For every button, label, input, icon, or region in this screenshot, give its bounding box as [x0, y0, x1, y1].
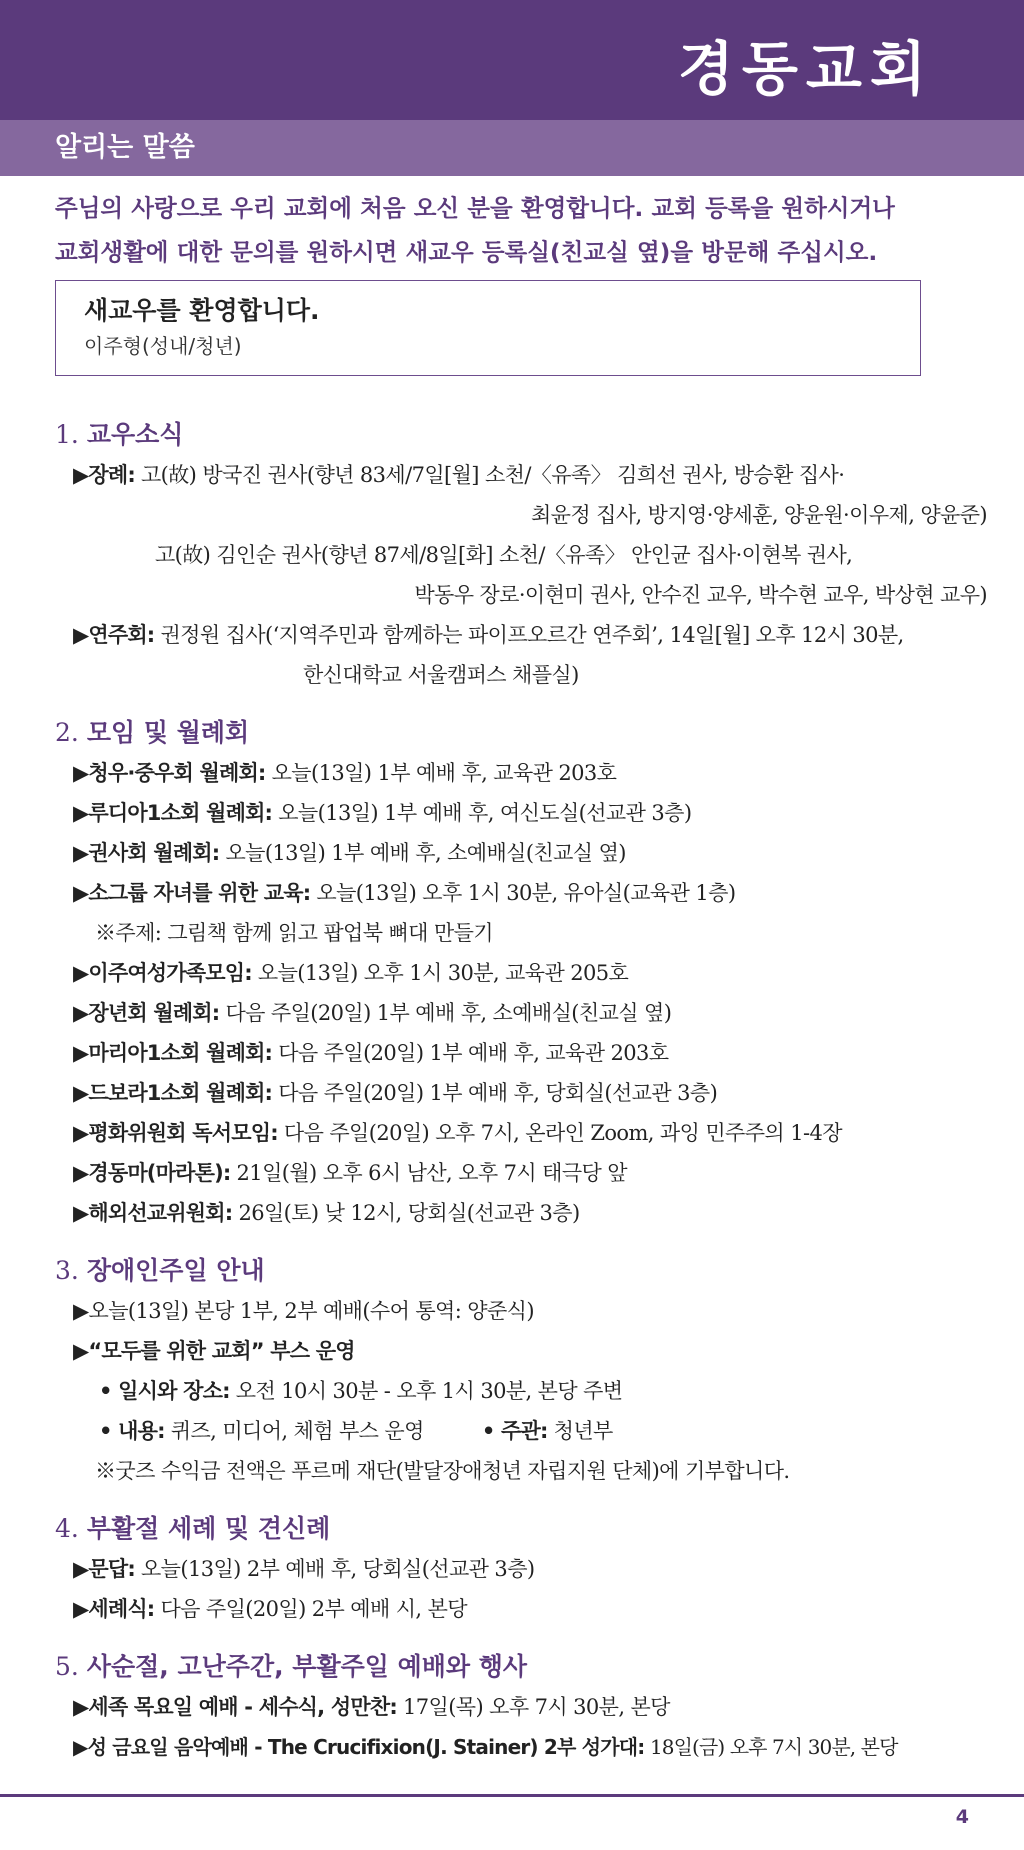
section-heading-text: 부활절 세례 및 견신례 — [86, 1514, 331, 1543]
list-item — [55, 1589, 995, 1629]
list-item: ▶“모두를 위한 교회” 부스 운영 — [73, 1339, 355, 1363]
item-text: 다음 주일(20일) 오후 7시, 온라인 Zoom, 과잉 민주주의 1-4장 — [283, 1121, 842, 1145]
list-item — [55, 1193, 995, 1233]
item-label: ▶해외선교위원회: — [73, 1201, 233, 1225]
item-text: 오늘(13일) 오후 1시 30분, 교육관 205호 — [257, 961, 629, 985]
list-item — [55, 833, 995, 873]
section-heading — [55, 713, 995, 753]
list-item — [55, 793, 995, 833]
item-label: ▶권사회 월례회: — [73, 841, 220, 865]
item-label: ▶경동마(마라톤): — [73, 1161, 231, 1185]
item-label: ▶장례: — [73, 463, 135, 487]
welcome-line: 주님의 사랑으로 우리 교회에 처음 오신 분을 환영합니다. 교회 등록을 원하시거나 — [55, 194, 895, 222]
item-text: 오늘(13일) 1부 예배 후, 교육관 203호 — [271, 761, 617, 785]
footer-divider — [0, 1794, 1024, 1797]
list-item — [55, 953, 995, 993]
item-label: ▶마리아1소회 월례회: — [73, 1041, 273, 1065]
item-text: 오늘(13일) 2부 예배 후, 당회실(선교관 3층) — [141, 1557, 535, 1581]
item-label: • 일시와 장소: — [99, 1379, 230, 1403]
item-label: ▶이주여성가족모임: — [73, 961, 252, 985]
item-text: 17일(목) 오후 7시 30분, 본당 — [403, 1695, 670, 1719]
item-text: 다음 주일(20일) 1부 예배 후, 당회실(선교관 3층) — [278, 1081, 718, 1105]
item-label: ▶성 금요일 음악예배 - The Crucifixion(J. Stainer) 2부 성가대: — [73, 1735, 645, 1759]
item-label: • 주관: — [481, 1419, 548, 1443]
list-item: 고(故) 김인순 권사(향년 87세/8일[화] 소천/〈유족〉 안인균 집사·이현복 권사, — [155, 543, 853, 567]
list-item — [55, 1727, 995, 1767]
list-item — [55, 753, 995, 793]
list-item-continued: 최윤정 집사, 방지영·양세훈, 양윤원·이우제, 양윤준) — [531, 503, 987, 527]
item-label: ▶연주회: — [73, 623, 155, 647]
section-heading-text: 교우소식 — [86, 420, 184, 449]
list-item — [55, 1687, 995, 1727]
new-members-title: 새교우를 환영합니다. — [84, 296, 320, 325]
item-label: ▶세족 목요일 예배 - 세수식, 성만찬: — [73, 1695, 397, 1719]
section-title: 알리는 말씀 — [0, 120, 1024, 176]
item-label: ▶소그룹 자녀를 위한 교육: — [73, 881, 311, 905]
section-heading-text: 모임 및 월례회 — [86, 718, 250, 747]
list-item — [55, 1113, 995, 1153]
item-text: 다음 주일(20일) 2부 예배 시, 본당 — [160, 1597, 467, 1621]
item-label: ▶장년회 월례회: — [73, 1001, 220, 1025]
section-number: 5. — [55, 1652, 79, 1681]
section-number: 3. — [55, 1256, 79, 1285]
item-label: ▶평화위원회 독서모임: — [73, 1121, 278, 1145]
item-label: ▶세례식: — [73, 1597, 155, 1621]
item-text: 권정원 집사(‘지역주민과 함께하는 파이프오르간 연주회’, 14일[월] 오후 12시 30분, — [160, 623, 904, 647]
list-item — [55, 993, 995, 1033]
item-label: ▶청우·중우회 월례회: — [73, 761, 266, 785]
page-number: 4 — [955, 1806, 969, 1828]
announcements — [55, 415, 995, 1767]
item-text: 퀴즈, 미디어, 체험 부스 운영 — [170, 1419, 424, 1443]
item-text: 26일(토) 낮 12시, 당회실(선교관 3층) — [238, 1201, 580, 1225]
section-number: 1. — [55, 420, 79, 449]
header-bar — [0, 0, 1024, 120]
new-members-box — [55, 280, 921, 376]
list-note: ※굿즈 수익금 전액은 푸르메 재단(발달장애청년 자립지원 단체)에 기부합니다. — [95, 1459, 790, 1483]
list-item — [55, 1033, 995, 1073]
new-members-names: 이주형(성내/청년) — [84, 334, 242, 358]
item-text: 오늘(13일) 1부 예배 후, 소예배실(친교실 옆) — [225, 841, 626, 865]
list-item: ▶오늘(13일) 본당 1부, 2부 예배(수어 통역: 양준식) — [73, 1299, 534, 1323]
item-text: 오늘(13일) 오후 1시 30분, 유아실(교육관 1층) — [316, 881, 736, 905]
item-text: 다음 주일(20일) 1부 예배 후, 소예배실(친교실 옆) — [225, 1001, 672, 1025]
list-item — [55, 873, 995, 913]
section-heading-text: 장애인주일 안내 — [86, 1256, 265, 1285]
section-heading — [55, 1251, 995, 1291]
list-item-continued: 박동우 장로·이현미 권사, 안수진 교우, 박수현 교우, 박상현 교우) — [414, 583, 987, 607]
item-label: ▶문답: — [73, 1557, 135, 1581]
list-item — [55, 455, 995, 495]
section-number: 4. — [55, 1514, 79, 1543]
list-item-continued: 한신대학교 서울캠퍼스 채플실) — [303, 663, 579, 687]
item-text: 청년부 — [553, 1419, 613, 1443]
section-heading-text: 사순절, 고난주간, 부활주일 예배와 행사 — [86, 1652, 528, 1681]
list-item — [55, 1073, 995, 1113]
item-text: 21일(월) 오후 6시 남산, 오후 7시 태극당 앞 — [236, 1161, 627, 1185]
item-label: ▶루디아1소회 월례회: — [73, 801, 273, 825]
item-text: 고(故) 방국진 권사(향년 83세/7일[월] 소천/〈유족〉 김희선 권사, 방승환 집사· — [141, 463, 845, 487]
list-note: ※주제: 그림책 함께 읽고 팝업북 뼈대 만들기 — [95, 921, 493, 945]
item-text: 다음 주일(20일) 1부 예배 후, 교육관 203호 — [278, 1041, 669, 1065]
item-text: 오늘(13일) 1부 예배 후, 여신도실(선교관 3층) — [278, 801, 692, 825]
section-heading — [55, 1647, 995, 1687]
list-item — [55, 615, 995, 655]
church-logo: 경동교회 — [677, 35, 934, 103]
bullet-item — [55, 1411, 995, 1451]
section-number: 2. — [55, 718, 79, 747]
welcome-line: 교회생활에 대한 문의를 원하시면 새교우 등록실(친교실 옆)을 방문해 주십시오. — [55, 238, 878, 266]
item-text: 18일(금) 오후 7시 30분, 본당 — [649, 1735, 898, 1759]
item-text: 오전 10시 30분 - 오후 1시 30분, 본당 주변 — [235, 1379, 623, 1403]
item-label: ▶드보라1소회 월례회: — [73, 1081, 273, 1105]
welcome-message — [55, 186, 985, 274]
bullet-item — [55, 1371, 995, 1411]
list-item — [55, 1549, 995, 1589]
section-heading — [55, 1509, 995, 1549]
section-heading — [55, 415, 995, 455]
item-label: • 내용: — [99, 1419, 165, 1443]
list-item — [55, 1153, 995, 1193]
